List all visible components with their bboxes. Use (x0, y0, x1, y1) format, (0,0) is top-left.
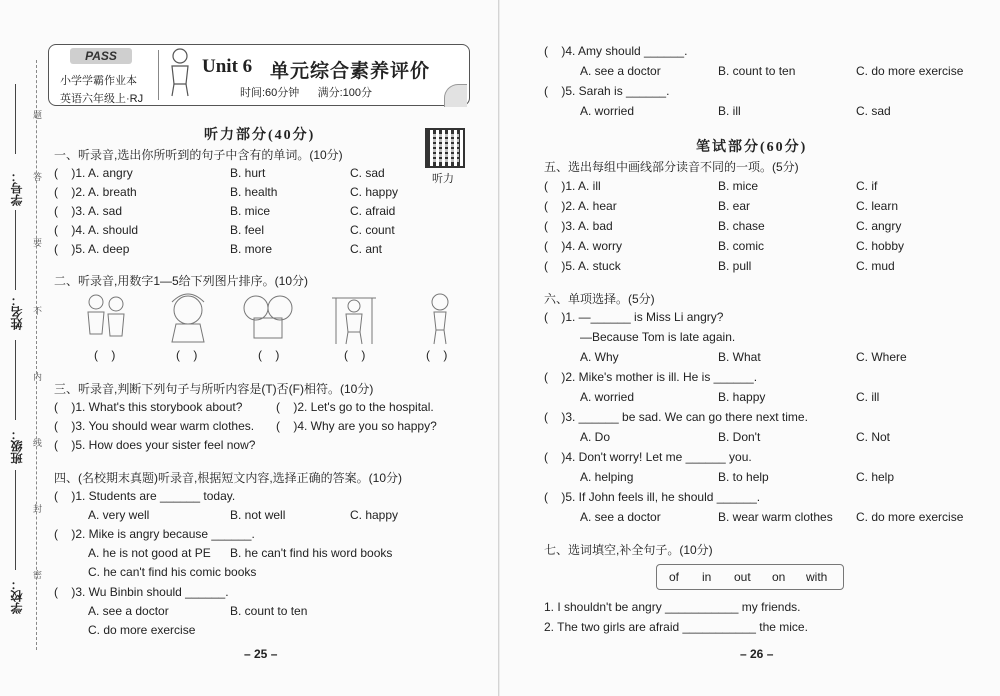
option-b: B. chase (718, 219, 765, 233)
option-c: C. he can't find his comic books (88, 565, 257, 579)
option-b: B. to help (718, 470, 769, 484)
option-c: C. angry (856, 219, 902, 233)
option-c: C. afraid (350, 204, 396, 218)
answer-bracket[interactable]: ( ) (176, 348, 198, 362)
question-text: ( )5. If John feels ill, he should ______. (544, 490, 761, 504)
name-label: 姓名： (10, 294, 24, 330)
picture-girl-crying (160, 290, 216, 345)
answer-bracket[interactable]: ( ) (258, 348, 280, 362)
unit-title: 单元综合素养评价 (270, 61, 431, 82)
question-text: ( )4. Amy should ______. (544, 44, 688, 58)
section-3-title: 三、听录音,判断下列句子与所听内容是(T)否(F)相符。(10分) (54, 382, 374, 396)
section-1-title: 一、听录音,选出你所听到的句子中含有的单词。(10分) (54, 148, 343, 162)
fill-sentence: 1. I shouldn't be angry ___________ my friends. (544, 600, 801, 614)
seal-char: 题 (33, 110, 43, 120)
option-c: C. Where (856, 350, 907, 364)
option-c: C. do more exercise (88, 623, 196, 637)
question-text: ( )2. Mike's mother is ill. He is ______. (544, 370, 758, 384)
word-bank-item: of (669, 570, 680, 584)
seal-char: 线 (33, 438, 43, 448)
option-b: B. ill (718, 104, 741, 118)
option-a: A. see a doctor (580, 64, 661, 78)
question-text: ( )3. Wu Binbin should ______. (54, 585, 229, 599)
seal-char: 封 (33, 504, 43, 514)
series-name: 小学学霸作业本 (60, 75, 137, 87)
header-divider (158, 50, 159, 100)
question-choice: ( )4. A. worry (544, 239, 623, 253)
option-b: B. more (230, 242, 273, 256)
option-b: B. feel (230, 223, 265, 237)
option-a: A. worried (580, 104, 635, 118)
option-c: C. do more exercise (856, 64, 964, 78)
word-bank-item: on (772, 570, 786, 584)
section-2-title: 二、听录音,用数字1—5给下列图片排序。(10分) (54, 274, 309, 288)
word-bank-item: out (734, 570, 751, 584)
picture-children-talking (78, 290, 134, 345)
option-c: C. do more exercise (856, 510, 964, 524)
option-c: C. Not (856, 430, 891, 444)
option-b: B. wear warm clothes (718, 510, 833, 524)
question-text: ( )1. —______ is Miss Li angry? (544, 310, 724, 324)
page-curl-decoration (444, 84, 467, 107)
option-b: B. mice (718, 179, 759, 193)
edition-label: 英语六年级上·RJ (60, 93, 144, 105)
section-4-title: 四、(名校期末真题)听录音,根据短文内容,选择正确的答案。(10分) (54, 471, 403, 485)
class-label: 班级： (10, 428, 24, 464)
tf-item: ( )4. Why are you so happy? (276, 419, 437, 433)
option-b: B. ear (718, 199, 751, 213)
question-choice: ( )1. A. ill (544, 179, 601, 193)
picture-boy-pull-up (326, 290, 382, 345)
option-a: A. Why (580, 350, 619, 364)
answer-bracket[interactable]: ( ) (94, 348, 116, 362)
question-choice: ( )5. A. deep (54, 242, 130, 256)
binding-line (15, 340, 16, 420)
word-bank-item: with (806, 570, 828, 584)
right-page (500, 0, 1000, 696)
seal-char: 答 (33, 172, 43, 182)
binding-line (15, 210, 16, 290)
option-b: B. health (230, 185, 278, 199)
option-b: B. count to ten (230, 604, 308, 618)
tf-item: ( )3. You should wear warm clothes. (54, 419, 255, 433)
option-b: B. comic (718, 239, 765, 253)
seal-dashed-line (36, 60, 37, 650)
option-c: C. help (856, 470, 895, 484)
question-text: ( )5. Sarah is ______. (544, 84, 670, 98)
option-b: B. happy (718, 390, 766, 404)
question-choice: ( )1. A. angry (54, 166, 133, 180)
option-b: B. Don't (718, 430, 761, 444)
tf-item: ( )2. Let's go to the hospital. (276, 400, 434, 414)
option-a: A. worried (580, 390, 635, 404)
listening-section-title: 听力部分(40分) (204, 128, 316, 143)
option-b: B. pull (718, 259, 752, 273)
option-a: A. very well (88, 508, 150, 522)
option-a: A. helping (580, 470, 634, 484)
option-c: C. if (856, 179, 878, 193)
option-c: C. happy (350, 508, 399, 522)
word-bank-item: in (702, 570, 712, 584)
option-c: C. learn (856, 199, 899, 213)
option-b: B. mice (230, 204, 271, 218)
unit-number: Unit 6 (202, 56, 253, 77)
school-label: 学校： (10, 578, 24, 614)
question-text: ( )4. Don't worry! Let me ______ you. (544, 450, 752, 464)
seal-char: 不 (33, 306, 43, 316)
option-c: C. mud (856, 259, 895, 273)
option-b: B. not well (230, 508, 286, 522)
section-5-title: 五、选出每组中画线部分读音不同的一项。(5分) (544, 160, 799, 174)
option-c: C. happy (350, 185, 399, 199)
qr-code-icon[interactable] (425, 128, 465, 168)
question-choice: ( )5. A. stuck (544, 259, 621, 273)
section-7-title: 七、选词填空,补全句子。(10分) (544, 543, 713, 557)
binding-line (15, 470, 16, 570)
option-b: B. he can't find his word books (230, 546, 393, 560)
tf-item: ( )1. What's this storybook about? (54, 400, 243, 414)
section-6-title: 六、单项选择。(5分) (544, 292, 655, 306)
seal-char: 要 (33, 238, 43, 248)
answer-bracket[interactable]: ( ) (344, 348, 366, 362)
time-score-info: 时间:60分钟 满分:100分 (240, 87, 373, 99)
dialogue-line: —Because Tom is late again. (580, 330, 736, 344)
left-page (0, 0, 499, 696)
question-text: ( )2. Mike is angry because ______. (54, 527, 255, 541)
question-choice: ( )4. A. should (54, 223, 139, 237)
option-a: A. see a doctor (580, 510, 661, 524)
question-choice: ( )3. A. bad (544, 219, 613, 233)
page-number: – 26 – (740, 647, 774, 661)
pass-logo: PASS (70, 48, 132, 64)
option-c: C. ant (350, 242, 383, 256)
writing-section-title: 笔试部分(60分) (696, 140, 808, 155)
question-text: ( )1. Students are ______ today. (54, 489, 236, 503)
option-c: C. ill (856, 390, 880, 404)
option-b: B. count to ten (718, 64, 796, 78)
question-choice: ( )3. A. sad (54, 204, 123, 218)
page-number: – 25 – (244, 647, 278, 661)
fill-sentence: 2. The two girls are afraid ___________ the mice. (544, 620, 808, 634)
question-text: ( )3. ______ be sad. We can go there next time. (544, 410, 808, 424)
qr-label: 听力 (432, 173, 454, 185)
student-number-label: 学号： (10, 170, 24, 206)
option-a: A. Do (580, 430, 611, 444)
option-a: A. see a doctor (88, 604, 169, 618)
picture-tree-house (240, 290, 296, 345)
mascot-illustration (166, 46, 194, 98)
option-b: B. What (718, 350, 761, 364)
answer-bracket[interactable]: ( ) (426, 348, 448, 362)
tf-item: ( )5. How does your sister feel now? (54, 438, 256, 452)
seal-char: 内 (33, 372, 43, 382)
binding-line (15, 84, 16, 154)
option-c: C. sad (856, 104, 891, 118)
picture-girl-breathing (412, 290, 468, 345)
question-choice: ( )2. A. hear (544, 199, 617, 213)
question-choice: ( )2. A. breath (54, 185, 137, 199)
seal-char: 密 (33, 570, 43, 580)
option-b: B. hurt (230, 166, 266, 180)
option-a: A. he is not good at PE (88, 546, 211, 560)
option-c: C. count (350, 223, 395, 237)
option-c: C. sad (350, 166, 385, 180)
option-c: C. hobby (856, 239, 905, 253)
